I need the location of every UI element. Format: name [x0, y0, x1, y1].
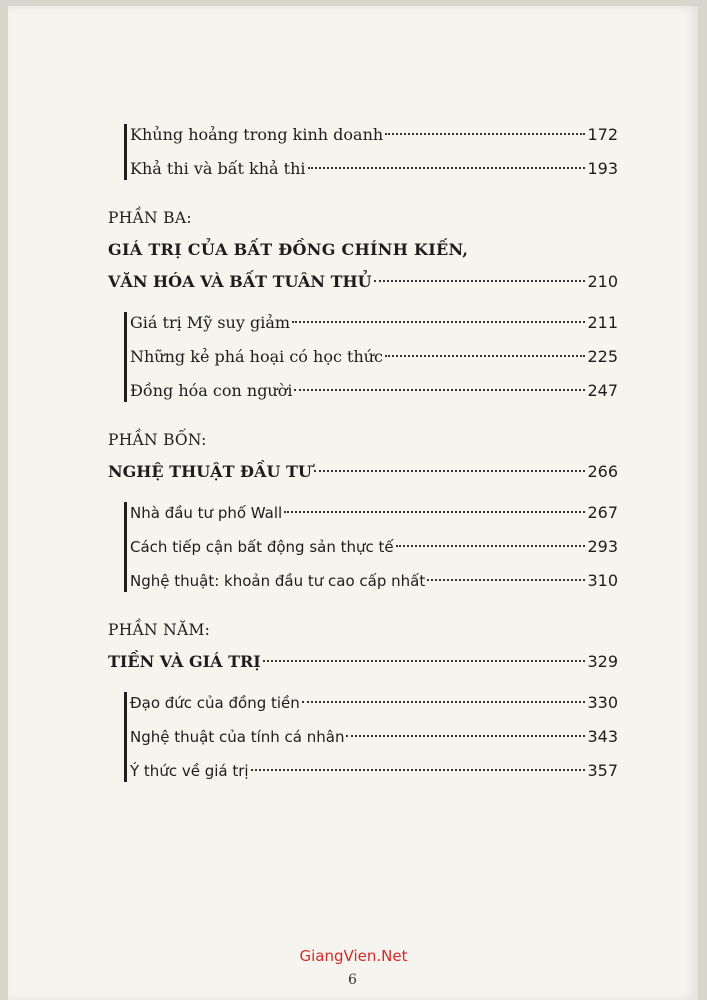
- part-page: 210: [587, 272, 618, 291]
- dot-leader: [263, 660, 586, 662]
- dot-leader: [292, 321, 585, 323]
- watermark-text: GiangVien.Net: [299, 947, 408, 965]
- dot-leader: [251, 769, 586, 771]
- toc-entry-page: 247: [587, 381, 618, 400]
- toc-entry[interactable]: [130, 564, 618, 598]
- toc-entry-page: 357: [587, 761, 618, 780]
- toc-entry-page: 310: [587, 571, 618, 590]
- toc-entry-title: Đạo đức của đồng tiền: [130, 694, 300, 712]
- part-title-entry[interactable]: [108, 456, 618, 488]
- toc-entry[interactable]: [130, 530, 618, 564]
- part-title-entry[interactable]: [108, 266, 618, 298]
- toc-group-part-four: [108, 496, 618, 598]
- toc-entry-title: Nghệ thuật: khoản đầu tư cao cấp nhất: [130, 572, 426, 590]
- part-title: NGHỆ THUẬT ĐẦU TƯ: [108, 462, 312, 481]
- page-number: 6: [348, 972, 357, 988]
- toc-entry-page: 267: [587, 503, 618, 522]
- toc-group-top: [108, 118, 618, 186]
- toc-entry-title: Khủng hoảng trong kinh doanh: [130, 125, 384, 144]
- toc-entry-page: 211: [587, 313, 618, 332]
- toc-group-part-three: [108, 306, 618, 408]
- toc-entry-title: Khả thi và bất khả thi: [130, 159, 306, 178]
- dot-leader: [308, 167, 586, 169]
- toc-entry-page: 330: [587, 693, 618, 712]
- dot-leader: [302, 701, 586, 703]
- part-title: VĂN HÓA VÀ BẤT TUÂN THỦ: [108, 272, 372, 291]
- toc-entry[interactable]: [130, 686, 618, 720]
- toc-entry-page: 225: [587, 347, 618, 366]
- part-title: TIỀN VÀ GIÁ TRỊ: [108, 652, 261, 671]
- toc-entry-title: Nhà đầu tư phố Wall: [130, 504, 283, 522]
- toc-entry[interactable]: [130, 152, 618, 186]
- table-of-contents: [108, 118, 618, 788]
- part-label: PHẦN BA:: [108, 209, 192, 227]
- toc-entry-page: 193: [587, 159, 618, 178]
- dot-leader: [385, 133, 585, 135]
- part-page: 329: [587, 652, 618, 671]
- dot-leader: [396, 545, 586, 547]
- toc-entry-title: Ý thức về giá trị: [130, 762, 249, 780]
- part-page: 266: [587, 462, 618, 481]
- dot-leader: [294, 389, 585, 391]
- toc-entry[interactable]: [130, 720, 618, 754]
- dot-leader: [374, 280, 586, 282]
- toc-entry[interactable]: [130, 754, 618, 788]
- toc-entry-page: 293: [587, 537, 618, 556]
- toc-entry[interactable]: [130, 496, 618, 530]
- toc-group-part-five: [108, 686, 618, 788]
- part-title-entry[interactable]: [108, 646, 618, 678]
- toc-entry-title: Nghệ thuật của tính cá nhân: [130, 728, 345, 746]
- toc-entry[interactable]: [130, 118, 618, 152]
- toc-entry-title: Cách tiếp cận bất động sản thực tế: [130, 538, 394, 556]
- dot-leader: [385, 355, 585, 357]
- part-label: PHẦN NĂM:: [108, 621, 211, 639]
- dot-leader: [284, 511, 585, 513]
- toc-entry-title: Những kẻ phá hoại có học thức: [130, 347, 384, 366]
- dot-leader: [346, 735, 585, 737]
- toc-entry-page: 343: [587, 727, 618, 746]
- part-title: GIÁ TRỊ CỦA BẤT ĐỒNG CHÍNH KIẾN,: [108, 240, 469, 259]
- toc-entry[interactable]: [130, 374, 618, 408]
- toc-entry-page: 172: [587, 125, 618, 144]
- book-page: [8, 6, 698, 1000]
- toc-entry-title: Đồng hóa con người: [130, 381, 293, 400]
- dot-leader: [427, 579, 585, 581]
- dot-leader: [314, 470, 586, 472]
- toc-entry[interactable]: [130, 340, 618, 374]
- toc-entry-title: Giá trị Mỹ suy giảm: [130, 313, 291, 332]
- toc-entry[interactable]: [130, 306, 618, 340]
- part-label: PHẦN BỐN:: [108, 431, 207, 449]
